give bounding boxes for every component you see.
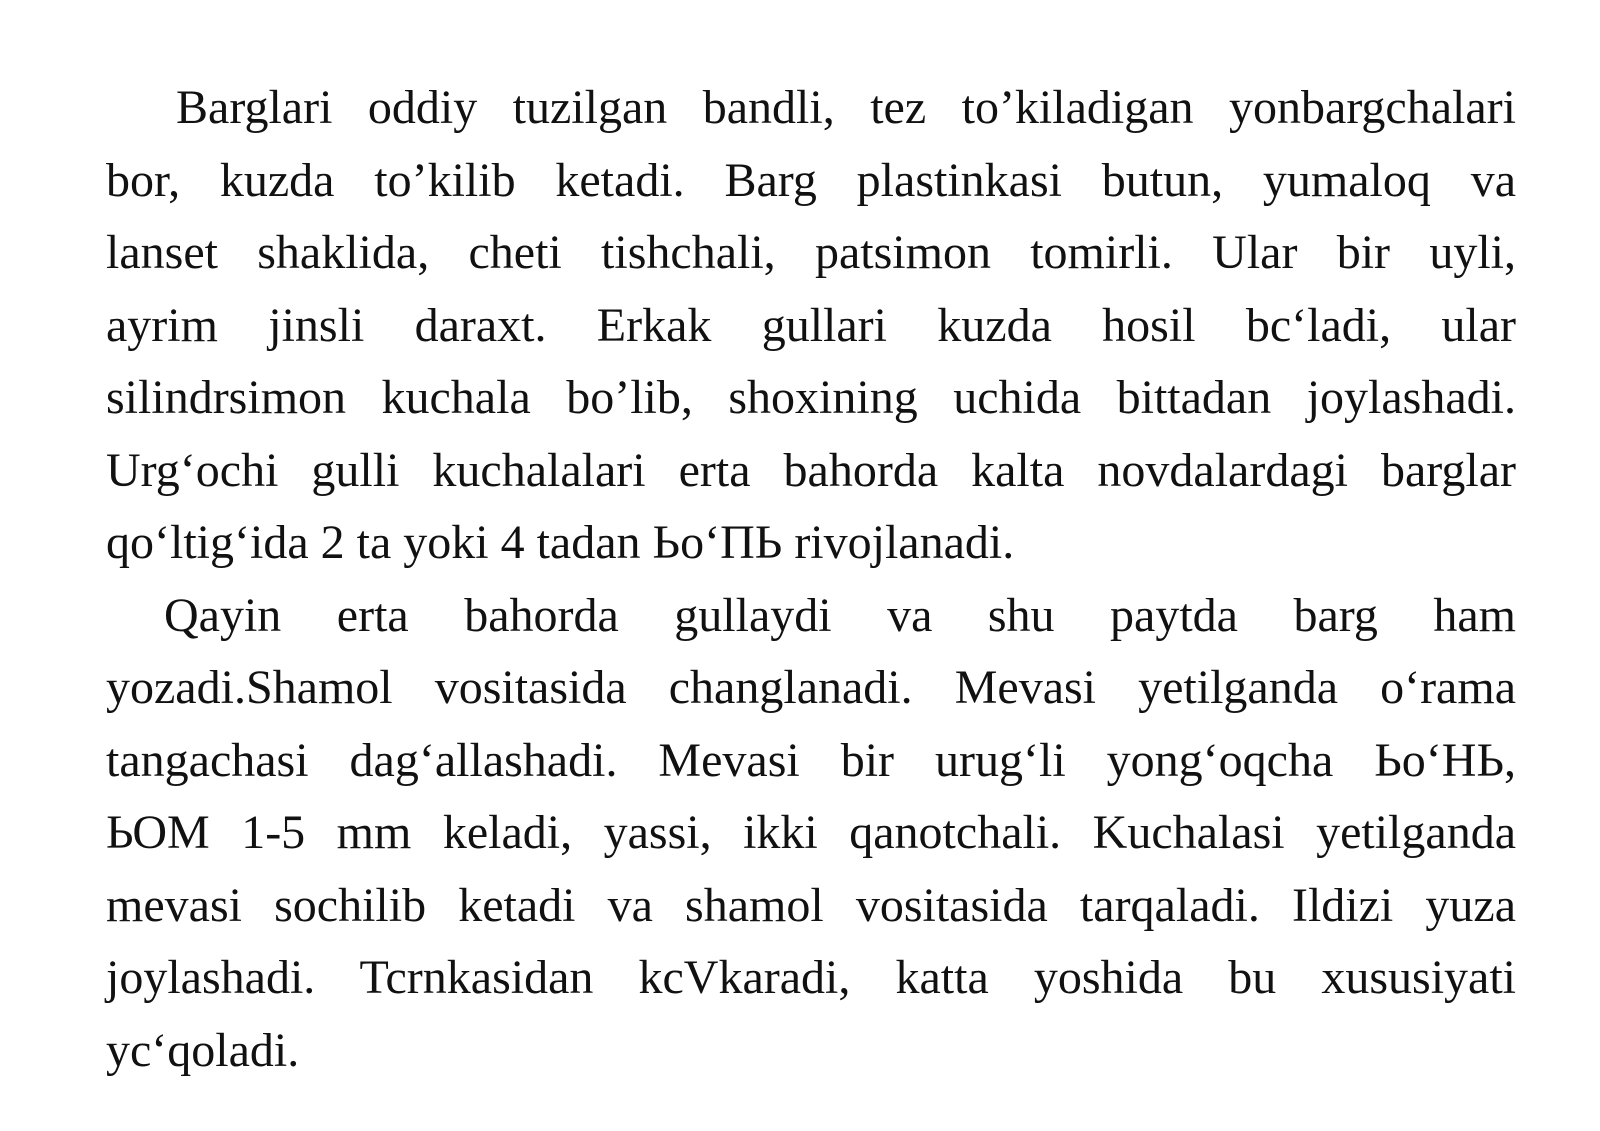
paragraph-leaves xyxy=(106,72,1516,580)
text-line: Qayin erta bahorda gullaydi va shu paytda barg ham xyxy=(164,588,1516,642)
document-page xyxy=(106,72,1516,1087)
text-line: tangachasi dag‘allashadi. Mevasi bir urug‘li yong‘oqcha Ьо‘НЬ, xyxy=(106,733,1516,787)
paragraph-flowering xyxy=(106,580,1516,1088)
text-line: ЬОМ 1-5 mm keladi, yassi, ikki qanotchali. Kuchalasi yetilganda xyxy=(106,806,1516,859)
text-line: Urg‘ochi gulli kuchalalari erta bahorda kalta novdalardagi barglar xyxy=(106,443,1516,497)
text-line: bor, kuzda to’kilib ketadi. Barg plastinkasi butun, yumaloq va xyxy=(106,153,1516,207)
text-line: lanset shaklida, cheti tishchali, patsimon tomirli. Ular bir uyli, xyxy=(106,226,1516,279)
text-line: Barglari oddiy tuzilgan bandli, tez to’kiladigan yonbargchalari xyxy=(176,81,1516,134)
text-line: qo‘ltig‘ida 2 ta yoki 4 tadan Ьо‘ПЬ rivojlanadi. xyxy=(106,516,1015,569)
text-line: ayrim jinsli daraxt. Erkak gullari kuzda hosil bc‘ladi, ular xyxy=(106,298,1516,352)
text-line: yc‘qoladi. xyxy=(106,1023,300,1077)
text-line: yozadi.Shamol vositasida changlanadi. Mevasi yetilganda o‘rama xyxy=(106,661,1516,714)
text-line: silindrsimon kuchala bo’lib, shoxining uchida bittadan joylashadi. xyxy=(106,371,1516,424)
text-line: mevasi sochilib ketadi va shamol vositasida tarqaladi. Ildizi yuza xyxy=(106,878,1516,932)
text-line: joylashadi. Tcrnkasidan kcVkaradi, katta yoshida bu xususiyati xyxy=(106,951,1516,1004)
